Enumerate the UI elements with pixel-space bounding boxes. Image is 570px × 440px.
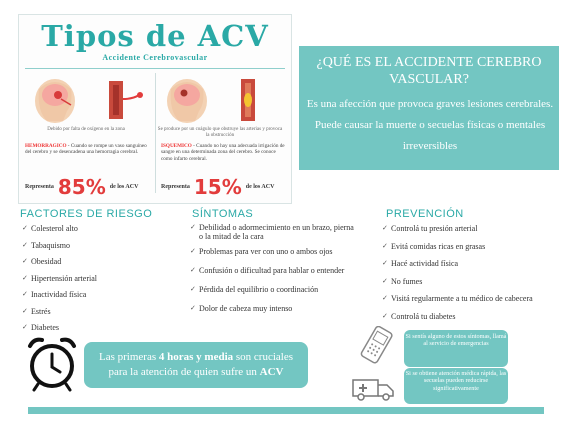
ischemic-description — [161, 143, 285, 162]
hours-text-bold: 4 horas y media — [158, 351, 234, 363]
ischemic-illustration — [159, 73, 283, 125]
phone-icon — [354, 326, 400, 366]
list-item: ✓ Controlá tu presión arterial — [382, 224, 562, 242]
represents-label: Representa — [161, 184, 190, 190]
alarm-clock-icon — [26, 336, 78, 392]
bottom-accent-bar — [28, 407, 544, 414]
list-item: ✓ Pérdida del equilibrio o coordinación — [190, 285, 356, 294]
what-is-acv-box — [299, 46, 559, 170]
list-item: ✓ Problemas para ver con uno o ambos ojos — [190, 247, 356, 256]
hemorrhagic-percent: 85% — [57, 175, 106, 199]
title-divider — [25, 68, 285, 69]
hemorrhagic-caption: Debido por falta de oxígeno en la zona — [47, 127, 125, 132]
artery-rupture-icon — [109, 81, 143, 119]
risk-factors-title: FACTORES DE RIESGO — [20, 208, 153, 220]
fast-attention-text: Si se obtiene atención médica rápida, las secuelas pueden reducirse significativamente — [405, 370, 507, 392]
percent-suffix: de los ACV — [109, 184, 139, 190]
emergency-call-box — [404, 330, 508, 367]
hemorrhagic-percent-row — [25, 175, 153, 199]
list-item: ✓ Controlá tu diabetes — [382, 312, 562, 330]
critical-hours-box — [84, 342, 308, 388]
acv-types-infographic — [18, 14, 292, 204]
infographic-subtitle: Accidente Cerebrovascular — [102, 53, 208, 62]
list-item: ✓ Diabetes — [22, 323, 172, 340]
list-item: ✓ Debilidad o adormecimiento en un brazo, pierna o la mitad de la cara — [190, 223, 356, 241]
list-item: ✓ Dolor de cabeza muy intenso — [190, 304, 356, 313]
what-is-acv-title: ¿QUÉ ES EL ACCIDENTE CEREBRO VASCULAR? — [316, 55, 542, 87]
list-item: ✓ Colesterol alto — [22, 224, 172, 241]
prevention-list — [382, 224, 562, 329]
represents-label: Representa — [25, 184, 54, 190]
head-profile-icon — [35, 79, 75, 123]
ambulance-icon — [350, 374, 396, 402]
hours-text-end: ACV — [259, 366, 284, 378]
infographic-title: Tipos de ACV — [41, 19, 269, 53]
list-item: ✓ Obesidad — [22, 257, 172, 274]
list-item: ✓ Estrés — [22, 307, 172, 324]
hours-text-post: son cruciales para la atención de quien sufre un — [108, 351, 293, 378]
ischemic-term: ISQUEMICO — [161, 143, 192, 149]
critical-hours-text — [94, 350, 298, 380]
list-item: ✓ No fumes — [382, 277, 562, 295]
list-item: ✓ Tabaquismo — [22, 241, 172, 258]
list-item: ✓ Hipertensión arterial — [22, 274, 172, 291]
list-item: ✓ Visitá regularmente a tu médico de cabecera — [382, 294, 562, 312]
list-item: ✓ Confusión o dificultad para hablar o entender — [190, 266, 356, 275]
percent-suffix: de los ACV — [245, 184, 275, 190]
hemorrhagic-illustration — [27, 73, 151, 125]
ischemic-desc-text: - Cuando no hay una adecuada irrigación de sangre en una determinada zona del cerebro. Se conoce como infarto cerebral. — [161, 143, 285, 162]
ischemic-caption: Se produce por un coágulo que obstruye las arterias y provoca la obstrucción — [157, 127, 283, 138]
prevention-title: PREVENCIÓN — [386, 208, 464, 220]
hours-text-pre: Las primeras — [99, 351, 159, 363]
hemorrhagic-desc-text: - Cuando se rompe un vaso sanguíneo del cerebro y se desencadena una hemorragia cerebral. — [25, 143, 147, 156]
symptoms-list — [190, 223, 356, 323]
list-item: ✓ Inactividad física — [22, 290, 172, 307]
head-profile-icon — [167, 79, 207, 123]
hemorrhagic-description — [25, 143, 149, 156]
risk-factors-list — [22, 224, 172, 340]
ischemic-percent-row — [161, 175, 289, 199]
list-item: ✓ Evitá comidas ricas en grasas — [382, 242, 562, 260]
symptoms-title: SÍNTOMAS — [192, 208, 254, 220]
what-is-acv-body: Es una afección que provoca graves lesiones cerebrales. Puede causar la muerte o secuelas físicas o mentales irreversibles — [306, 98, 554, 152]
column-separator — [155, 73, 156, 193]
hemorrhagic-term: HEMORRAGICO — [25, 143, 67, 149]
fast-attention-box — [404, 368, 508, 404]
emergency-call-text: Si sentís alguno de estos síntomas, llamá al servicio de emergencias — [405, 333, 507, 348]
list-item: ✓ Hacé actividad física — [382, 259, 562, 277]
ischemic-percent: 15% — [193, 175, 242, 199]
artery-clot-icon — [241, 79, 255, 121]
